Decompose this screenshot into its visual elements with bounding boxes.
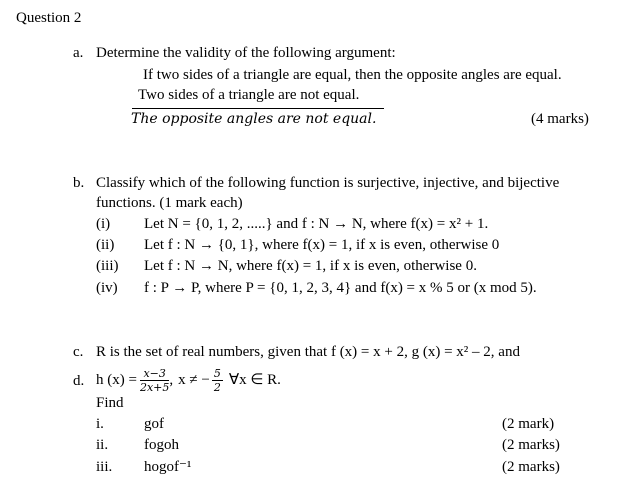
item-number: (i) xyxy=(96,216,111,232)
condition-denominator: 2 xyxy=(213,380,221,394)
find-item-marks: (2 marks) xyxy=(502,459,560,475)
part-a-label: a. xyxy=(73,45,84,61)
item-number: (iv) xyxy=(96,280,118,296)
premise-2: Two sides of a triangle are not equal. xyxy=(138,87,360,103)
item-number: (ii) xyxy=(96,237,115,253)
item-number: (iii) xyxy=(96,258,119,274)
item-text: f : P → P, where P = {0, 1, 2, 3, 4} and f(x) = x % 5 or (x mod 5). xyxy=(144,280,537,296)
find-item-expr: gof xyxy=(144,416,164,432)
find-label: Find xyxy=(96,395,124,411)
h-prefix: h (x) = xyxy=(96,371,137,388)
part-c-label: c. xyxy=(73,344,84,360)
part-d-label: d. xyxy=(73,373,85,389)
premise-1: If two sides of a triangle are equal, then the opposite angles are equal. xyxy=(143,67,562,83)
item-text: Let f : N → {0, 1}, where f(x) = 1, if x is even, otherwise 0 xyxy=(144,237,500,253)
condition-fraction xyxy=(212,368,223,393)
condition-numerator: 5 xyxy=(213,366,221,380)
item-text: Let N = {0, 1, 2, .....} and f : N → N, where f(x) = x² + 1. xyxy=(144,216,489,232)
argument-divider xyxy=(132,108,384,109)
h-definition xyxy=(96,363,281,397)
find-item-expr: fogoh xyxy=(144,437,179,453)
question-title: Question 2 xyxy=(16,10,82,26)
h-denominator: 2x+5 xyxy=(139,380,170,394)
find-item-marks: (2 marks) xyxy=(502,437,560,453)
h-fraction xyxy=(140,368,169,393)
part-a-prompt: Determine the validity of the following argument: xyxy=(96,45,396,61)
find-item-number: ii. xyxy=(96,437,109,453)
part-c-text: R is the set of real numbers, given that f (x) = x + 2, g (x) = x² – 2, and xyxy=(96,344,520,360)
part-a-marks: (4 marks) xyxy=(531,111,589,127)
h-numerator: x−3 xyxy=(140,368,169,381)
item-text: Let f : N → N, where f(x) = 1, if x is even, otherwise 0. xyxy=(144,258,477,274)
find-item-expr: hogof⁻¹ xyxy=(144,459,192,475)
find-item-number: i. xyxy=(96,416,104,432)
condition-prefix: x ≠ − xyxy=(178,371,210,388)
find-item-number: iii. xyxy=(96,459,113,475)
part-b-prompt-line1: Classify which of the following function is surjective, injective, and bijective xyxy=(96,175,560,191)
part-b-prompt-line2: functions. (1 mark each) xyxy=(96,195,243,211)
find-item-marks: (2 mark) xyxy=(502,416,555,432)
part-b-label: b. xyxy=(73,175,85,191)
conclusion: The opposite angles are not equal. xyxy=(131,111,377,127)
h-comma: , xyxy=(169,371,174,388)
condition-suffix: ∀x ∈ R. xyxy=(228,371,281,388)
